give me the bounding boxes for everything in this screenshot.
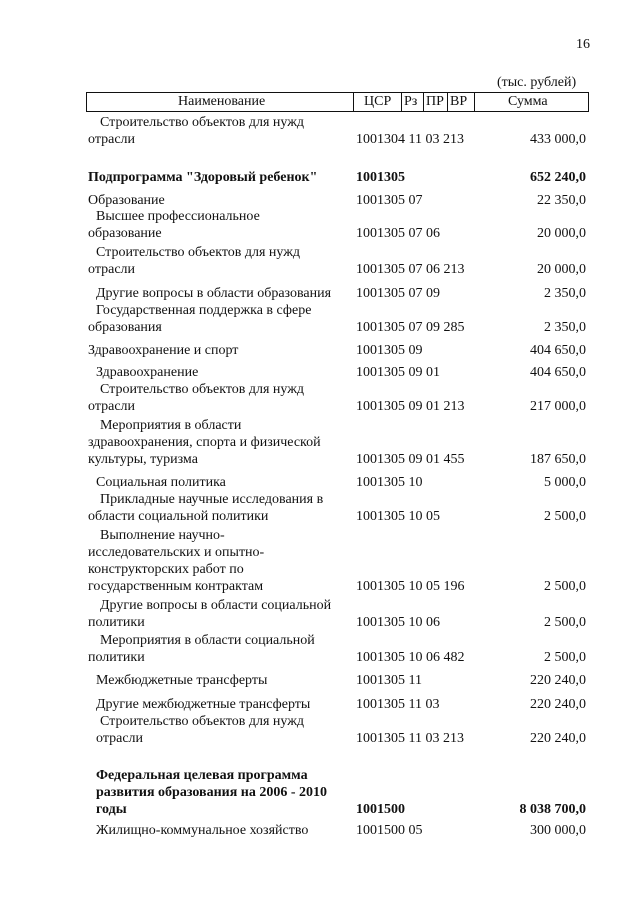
row-name bbox=[88, 822, 358, 839]
row-name-line: Государственная поддержка в сфере bbox=[96, 303, 312, 318]
row-name-line: образование bbox=[88, 226, 162, 241]
row-name bbox=[88, 285, 358, 302]
row-code: 1001305 09 01 455 bbox=[356, 452, 465, 467]
row-name bbox=[88, 364, 358, 381]
row-sum: 22 350,0 bbox=[537, 193, 586, 208]
row-name-line: Мероприятия в области bbox=[100, 418, 242, 433]
row-code: 1001305 10 06 bbox=[356, 615, 440, 630]
row-name-line: Другие межбюджетные трансферты bbox=[96, 697, 311, 712]
row-name bbox=[88, 597, 358, 631]
row-name-line: Высшее профессиональное bbox=[96, 209, 260, 224]
row-name bbox=[88, 491, 358, 525]
header-rz: Рз bbox=[404, 94, 418, 109]
row-name-line: Мероприятия в области социальной bbox=[100, 633, 315, 648]
row-sum: 5 000,0 bbox=[544, 475, 586, 490]
row-name-line: конструкторских работ по bbox=[88, 562, 244, 577]
row-name bbox=[88, 208, 358, 242]
row-name bbox=[88, 527, 358, 595]
row-name-line: Подпрограмма "Здоровый ребенок" bbox=[88, 170, 318, 185]
row-name-line: годы bbox=[96, 802, 127, 817]
row-code: 1001305 07 06 213 bbox=[356, 262, 465, 277]
row-code: 1001500 bbox=[356, 802, 405, 817]
row-name bbox=[88, 342, 358, 359]
row-name-line: Строительство объектов для нужд bbox=[100, 382, 305, 397]
row-code: 1001305 07 09 285 bbox=[356, 320, 465, 335]
row-name bbox=[88, 767, 358, 818]
header-vr: ВР bbox=[450, 94, 468, 109]
row-code: 1001305 07 bbox=[356, 193, 423, 208]
row-name bbox=[88, 244, 358, 278]
row-name-line: отрасли bbox=[88, 132, 136, 147]
row-code: 1001305 11 03 bbox=[356, 697, 440, 712]
row-code: 1001305 09 01 bbox=[356, 365, 440, 380]
row-code: 1001305 10 06 482 bbox=[356, 650, 465, 665]
row-sum: 404 650,0 bbox=[530, 343, 586, 358]
row-sum: 220 240,0 bbox=[530, 697, 586, 712]
row-code: 1001304 11 03 213 bbox=[356, 132, 464, 147]
row-name bbox=[88, 632, 358, 666]
row-name-line: политики bbox=[88, 615, 145, 630]
row-sum: 2 350,0 bbox=[544, 320, 586, 335]
row-name-line: отрасли bbox=[96, 731, 144, 746]
row-name-line: Другие вопросы в области образования bbox=[96, 286, 332, 301]
row-name-line: Межбюджетные трансферты bbox=[96, 673, 268, 688]
row-name-line: Жилищно-коммунальное хозяйство bbox=[96, 823, 309, 838]
row-code: 1001305 07 06 bbox=[356, 226, 440, 241]
row-name bbox=[88, 417, 358, 468]
row-sum: 2 350,0 bbox=[544, 286, 586, 301]
row-name-line: образования bbox=[88, 320, 162, 335]
row-name bbox=[88, 192, 358, 209]
row-name-line: политики bbox=[88, 650, 145, 665]
row-code: 1001305 10 bbox=[356, 475, 423, 490]
row-code: 1001305 11 bbox=[356, 673, 422, 688]
row-name-line: развития образования на 2006 - 2010 bbox=[96, 785, 328, 800]
row-name-line: Социальная политика bbox=[96, 475, 226, 490]
row-sum: 404 650,0 bbox=[530, 365, 586, 380]
row-code: 1001305 09 01 213 bbox=[356, 399, 465, 414]
row-name-line: Строительство объектов для нужд bbox=[100, 115, 305, 130]
row-sum: 300 000,0 bbox=[530, 823, 586, 838]
row-name bbox=[88, 474, 358, 491]
row-sum: 2 500,0 bbox=[544, 615, 586, 630]
row-sum: 8 038 700,0 bbox=[519, 802, 586, 817]
row-sum: 220 240,0 bbox=[530, 673, 586, 688]
row-name-line: отрасли bbox=[88, 262, 136, 277]
row-code: 1001305 10 05 196 bbox=[356, 579, 465, 594]
row-sum: 217 000,0 bbox=[530, 399, 586, 414]
row-name bbox=[88, 381, 358, 415]
row-name-line: отрасли bbox=[88, 399, 136, 414]
row-name-line: области социальной политики bbox=[88, 509, 269, 524]
row-name-line: Другие вопросы в области социальной bbox=[100, 598, 332, 613]
row-code: 1001305 07 09 bbox=[356, 286, 440, 301]
units-label: (тыс. рублей) bbox=[497, 75, 577, 90]
row-name-line: Строительство объектов для нужд bbox=[100, 714, 305, 729]
header-name: Наименование bbox=[178, 94, 266, 109]
row-sum: 20 000,0 bbox=[537, 226, 586, 241]
row-name-line: здравоохранения, спорта и физической bbox=[88, 435, 321, 450]
row-sum: 220 240,0 bbox=[530, 731, 586, 746]
row-name bbox=[88, 169, 358, 186]
row-name-line: исследовательских и опытно- bbox=[88, 545, 265, 560]
page-number: 16 bbox=[576, 37, 590, 52]
header-pr: ПР bbox=[426, 94, 444, 109]
row-sum: 187 650,0 bbox=[530, 452, 586, 467]
row-name bbox=[88, 302, 358, 336]
row-name-line: государственным контрактам bbox=[88, 579, 264, 594]
row-name-line: культуры, туризма bbox=[88, 452, 198, 467]
row-name-line: Федеральная целевая программа bbox=[96, 768, 308, 783]
row-sum: 20 000,0 bbox=[537, 262, 586, 277]
row-name-line: Выполнение научно- bbox=[100, 528, 225, 543]
header-csr: ЦСР bbox=[364, 94, 392, 109]
row-name-line: Прикладные научные исследования в bbox=[100, 492, 324, 507]
row-sum: 433 000,0 bbox=[530, 132, 586, 147]
row-code: 1001305 11 03 213 bbox=[356, 731, 464, 746]
row-name bbox=[88, 713, 358, 747]
row-name-line: Здравоохранение и спорт bbox=[88, 343, 239, 358]
row-name bbox=[88, 672, 358, 689]
row-name-line: Здравоохранение bbox=[96, 365, 199, 380]
row-code: 1001305 09 bbox=[356, 343, 423, 358]
row-name-line: Образование bbox=[88, 193, 165, 208]
row-sum: 652 240,0 bbox=[530, 170, 586, 185]
row-code: 1001500 05 bbox=[356, 823, 423, 838]
row-name-line: Строительство объектов для нужд bbox=[96, 245, 301, 260]
row-sum: 2 500,0 bbox=[544, 579, 586, 594]
row-sum: 2 500,0 bbox=[544, 509, 586, 524]
row-name bbox=[88, 114, 358, 148]
row-name bbox=[88, 696, 358, 713]
header-sum: Сумма bbox=[508, 94, 548, 109]
row-code: 1001305 10 05 bbox=[356, 509, 440, 524]
row-sum: 2 500,0 bbox=[544, 650, 586, 665]
row-code: 1001305 bbox=[356, 170, 405, 185]
